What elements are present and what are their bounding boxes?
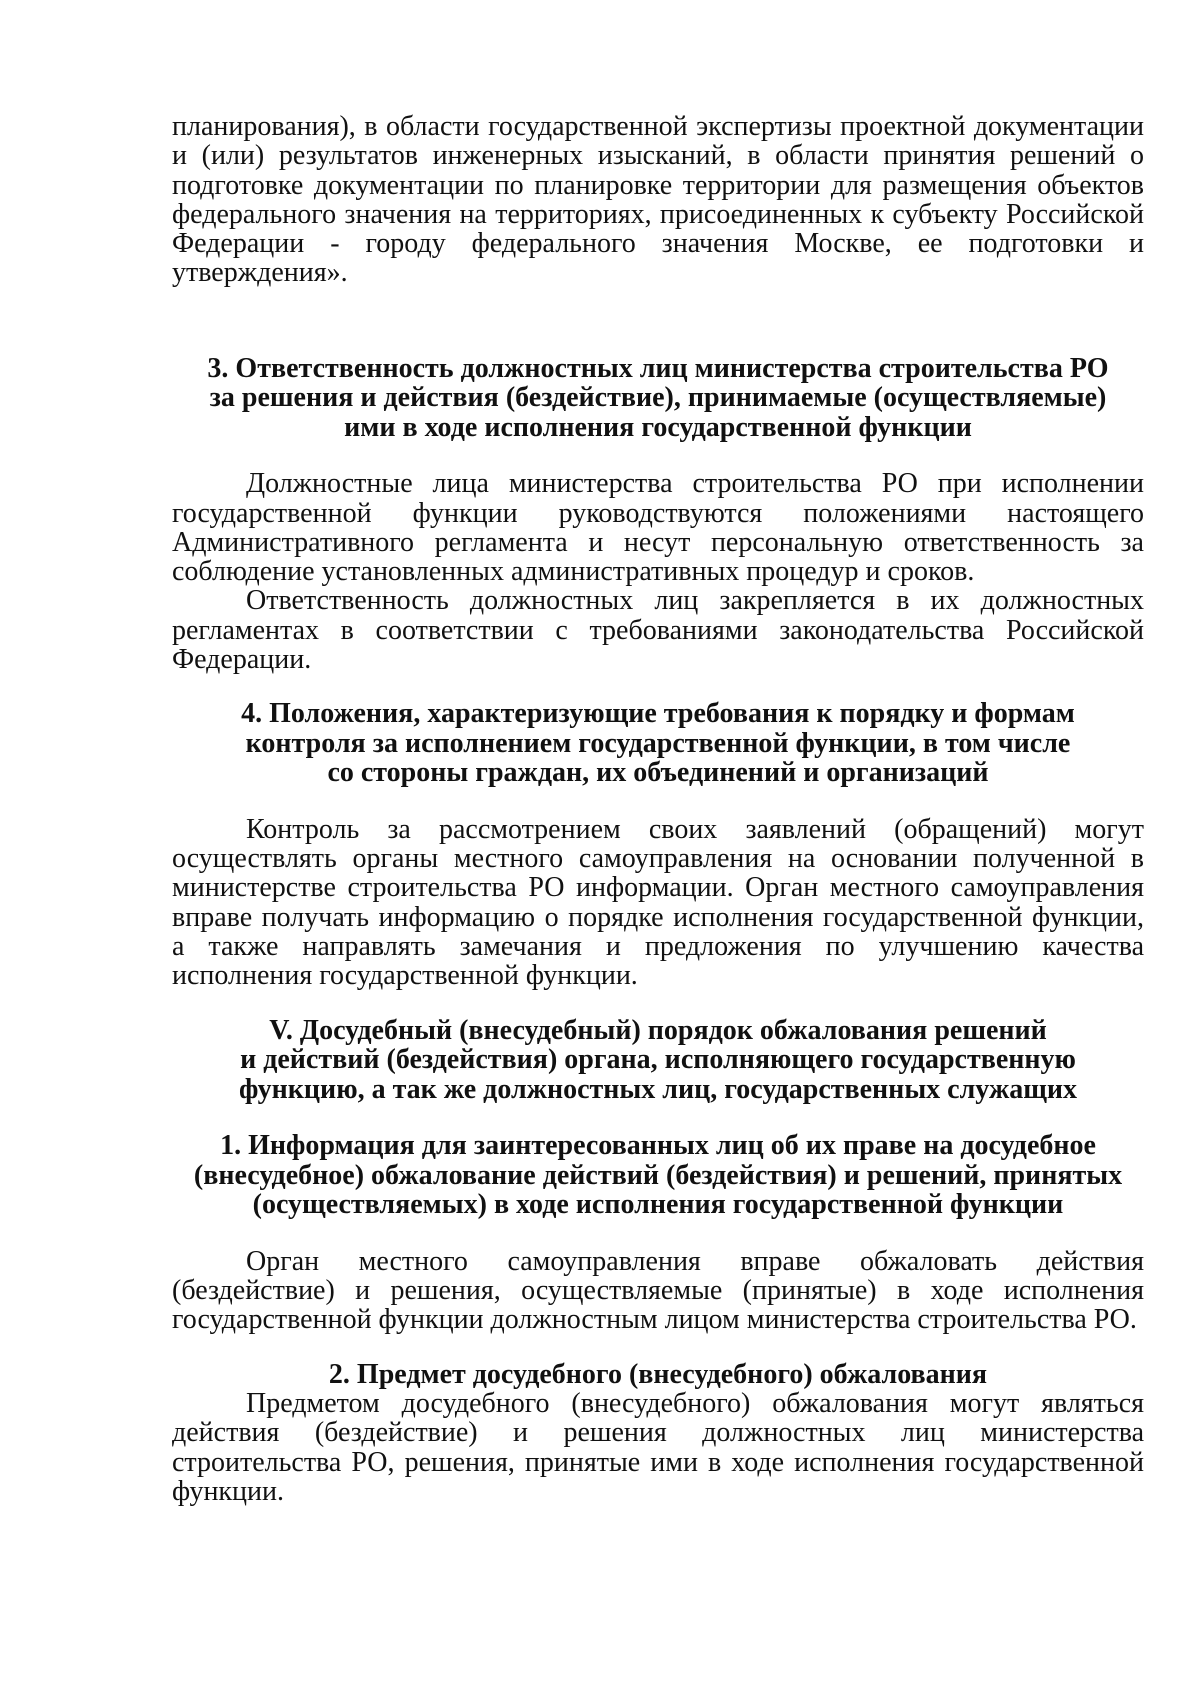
section-4-heading-line-2: контроля за исполнением государственной функции, в том числе [245, 727, 1071, 759]
section-v1-heading-line-1: 1. Информация для заинтересованных лиц об их праве на досудебное [220, 1130, 1096, 1162]
section-3-paragraph-1: Должностные лица министерства строительства РО при исполнении государственной функции руководствуются положениями настоящего Административного регламента и несут персональную ответственность за соблюдение установленных административных процедур и сроков. [172, 468, 1144, 588]
section-3-heading [172, 354, 1144, 443]
section-4-heading [172, 699, 1144, 788]
section-v2-paragraph-1: Предметом досудебного (внесудебного) обжалования могут являться действия (бездействие) и решения должностных лиц министерства строительства РО, решения, принятые ими в ходе исполнения государственной функции. [172, 1388, 1144, 1507]
section-4-heading-line-3: со стороны граждан, их объединений и организаций [327, 757, 989, 789]
section-v1-heading-line-3: (осуществляемых) в ходе исполнения государственной функции [252, 1189, 1064, 1221]
section-v-heading-line-2: и действий (бездействия) органа, исполняющего государственную [240, 1044, 1076, 1076]
section-v-heading [172, 1016, 1144, 1105]
section-v1-heading-line-2: (внесудебное) обжалование действий (бездействия) и решений, принятых [193, 1159, 1123, 1191]
section-3-heading-line-3: ими в ходе исполнения государственной функции [344, 411, 972, 443]
section-v1-heading [172, 1131, 1144, 1220]
section-3-heading-line-1: 3. Ответственность должностных лиц министерства строительства РО [207, 352, 1109, 384]
document-page [172, 112, 1144, 1506]
section-v-heading-line-3: функцию, а так же должностных лиц, государственных служащих [238, 1073, 1078, 1105]
section-4-paragraph-1: Контроль за рассмотрением своих заявлений (обращений) могут осуществлять органы местного самоуправления на основании полученной в министерстве строительства РО информации. Орган местного самоуправления вправе получать информацию о порядке исполнения государственной функции, а также направлять замечания и предложения по улучшению качества исполнения государственной функции. [172, 813, 1144, 992]
section-4-heading-line-1: 4. Положения, характеризующие требования к порядку и формам [241, 698, 1075, 730]
section-v1-paragraph-1: Орган местного самоуправления вправе обжаловать действия (бездействие) и решения, осуществляемые (принятые) в ходе исполнения государственной функции должностным лицом министерства строительства РО. [172, 1245, 1144, 1336]
section-v-heading-line-1: V. Досудебный (внесудебный) порядок обжалования решений [269, 1014, 1047, 1046]
intro-paragraph: планирования), в области государственной экспертизы проектной документации и (или) результатов инженерных изысканий, в области принятия решений о подготовке документации по планировке территории для размещения объектов федерального значения на территориях, присоединенных к субъекту Российской Федерации - городу федерального значения Москве, ее подготовки и утверждения». [172, 111, 1144, 289]
section-3-heading-line-2: за решения и действия (бездействие), принимаемые (осуществляемые) [209, 382, 1107, 414]
section-3-paragraph-2: Ответственность должностных лиц закрепляется в их должностных регламентах в соответствии с требованиями законодательства Российской Федерации. [172, 585, 1144, 676]
section-v2-heading: 2. Предмет досудебного (внесудебного) обжалования [328, 1358, 988, 1390]
